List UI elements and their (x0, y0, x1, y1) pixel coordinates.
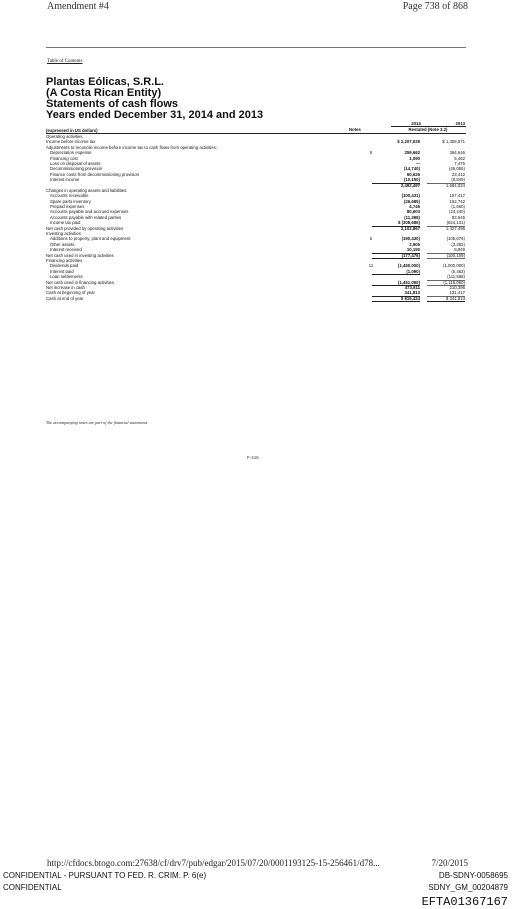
statement-period: Years ended December 31, 2014 and 2013 (46, 109, 264, 121)
confidential-label: CONFIDENTIAL (3, 883, 62, 892)
row-note: 6 (369, 150, 373, 156)
bates-number-1: DB-SDNY-0058695 (438, 871, 508, 880)
value-2013: (111,598) (427, 274, 465, 280)
row-label: Accounts payable with related parties (50, 214, 122, 220)
value-2014: (26,685) (403, 198, 420, 204)
value-2014: (1,450,000) (398, 263, 420, 269)
row-label: Loss on disposal of assets (50, 160, 101, 166)
row-label: Cash at end of year (46, 295, 84, 301)
row-label: Interest income (50, 177, 80, 183)
value-2014: (190,430) (401, 236, 420, 242)
value-2013: 131,417 (427, 290, 465, 296)
row-label: Financing cost (50, 155, 78, 161)
row-label: Net increase in cash (46, 284, 85, 290)
value-2014: (177,476) (372, 253, 420, 259)
value-2014: 473,611 (404, 284, 420, 290)
value-2014: 4,746 (409, 204, 420, 210)
print-date: 7/20/2015 (431, 858, 468, 868)
value-2014: 10,150 (372, 247, 420, 253)
value-2013: 157,417 (449, 193, 465, 199)
value-2014: 80,603 (406, 209, 420, 215)
table-header (46, 120, 466, 134)
value-2014: (10,150) (372, 177, 420, 183)
row-label: Adjustments to reconcile income before income tax to cash flows from operating activities: (46, 144, 217, 150)
row-label: Net cash provided by operating activities (46, 225, 124, 231)
value-2014: $ 2,207,029 (397, 139, 420, 145)
row-label: Accounts receivable (50, 193, 89, 199)
currency-note: (expressed in US dollars) (46, 128, 98, 133)
row-label: Additions to property, plant and equipment (50, 236, 131, 242)
value-2013: (1,660) (451, 204, 465, 210)
column-header-2013: 2013 (455, 121, 465, 126)
value-2013: 8,849 (427, 247, 465, 253)
page-number: F-416 (247, 455, 259, 460)
row-label: Depreciation expense (50, 150, 92, 156)
value-2013: (1,000,000) (443, 263, 465, 269)
company-name: Plantas Eólicas, S.R.L. (46, 76, 164, 88)
value-2013: 394,646 (449, 150, 465, 156)
value-2014: 2,492,497 (400, 182, 420, 188)
row-label: Prepaid expenses (50, 204, 85, 210)
value-2014: 2,102,867 (400, 225, 420, 231)
value-2014: (11,398) (404, 214, 420, 220)
value-2013: 83,545 (451, 214, 465, 220)
row-label: Interest received (50, 247, 82, 253)
value-2013: 1,684,024 (445, 182, 465, 188)
value-2013: 23,412 (451, 171, 465, 177)
value-2013: (8,849) (427, 177, 465, 183)
row-label: Cash at beginning of year (46, 290, 95, 296)
value-2013: (3,282) (451, 241, 465, 247)
value-2014: 341,813 (372, 290, 420, 296)
row-note: 6 (369, 236, 373, 242)
restated-note: Restated (Note 3.2) (408, 126, 448, 132)
value-2013: (5,462) (451, 268, 465, 274)
value-2013: (46,065) (448, 166, 465, 172)
value-2013: (24,440) (448, 209, 465, 215)
value-2014: (14,740) (403, 166, 420, 172)
value-2014: (1,451,090) (372, 280, 420, 286)
value-2013: $ 341,813 (427, 296, 465, 302)
header-divider (46, 47, 466, 48)
value-2014: 1,090 (409, 155, 420, 161)
row-label: Accounts payable and accrued expenses (50, 209, 129, 215)
value-2013: (100,109) (427, 253, 465, 259)
row-label: Financing activities (46, 257, 83, 263)
accompanying-notes: The accompanying notes are part of the financial statements. (46, 420, 149, 425)
value-2014: (100,431) (401, 193, 420, 199)
row-label: Dividends paid (50, 263, 79, 269)
statement-rows (46, 134, 466, 301)
value-2014: — (415, 160, 420, 166)
bates-number-2: SDNY_GM_00204879 (428, 883, 508, 892)
value-2013: (624,131) (427, 220, 465, 226)
value-2013: (1,116,060) (427, 280, 465, 286)
value-2013: 152,742 (449, 198, 465, 204)
row-label: Changes in operating assets and liabilities: (46, 187, 128, 193)
row-label: Other assets (50, 241, 75, 247)
value-2014: $ (308,686) (372, 220, 420, 226)
value-2014: 2,905 (409, 241, 420, 247)
value-2013: 5,462 (454, 155, 465, 161)
value-2014: 259,662 (404, 150, 420, 156)
row-label: Loan settlements (50, 274, 83, 280)
confidential-notice: CONFIDENTIAL - PURSUANT TO FED. R. CRIM. P. 6(e) (3, 871, 207, 880)
page-header-left: Amendment #4 (47, 1, 109, 12)
table-row (46, 296, 466, 301)
value-2013: 7,475 (454, 160, 465, 166)
entity-description: (A Costa Rican Entity) (46, 87, 162, 99)
row-label: Finance costs from decommissioning provision (50, 171, 140, 177)
row-label: Investing activities (46, 231, 81, 237)
row-label: Income tax paid (50, 220, 81, 226)
row-label: Operating activities (46, 134, 83, 139)
value-2013: 1,427,495 (445, 225, 465, 231)
row-label: Decommissioning provision (50, 166, 103, 172)
column-header-2014: 2014 (411, 121, 421, 126)
source-url[interactable]: http://cfdocs.btogo.com:27638/cf/drv7/pub/edgar/2015/07/20/0001193125-15-256461/d78... (47, 858, 380, 868)
value-2014: 60,626 (406, 171, 420, 177)
value-2014 (372, 274, 420, 275)
column-header-notes: Notes (349, 127, 361, 132)
value-2014: (1,090) (406, 268, 420, 274)
page-header-right: Page 738 of 868 (402, 1, 468, 12)
row-label: Net cash used in investing activities (46, 252, 114, 258)
statement-name: Statements of cash flows (46, 98, 179, 110)
row-label: Spare parts inventory (50, 198, 91, 204)
row-note: 11 (368, 263, 374, 269)
value-2014: $ 815,424 (372, 296, 420, 302)
row-label: Interest paid (50, 268, 74, 274)
row-label: Net cash used in financing activities (46, 279, 115, 285)
value-2013: 210,396 (449, 284, 465, 290)
row-label: Income before income tax (46, 139, 96, 145)
efta-number: EFTA01367167 (421, 895, 508, 909)
statement-title-block (46, 77, 263, 121)
value-2013: $ 1,308,571 (442, 139, 465, 145)
value-2013: (105,676) (446, 236, 465, 242)
table-of-contents-link[interactable]: Table of Contents (47, 59, 83, 64)
cash-flow-statement (46, 120, 466, 301)
